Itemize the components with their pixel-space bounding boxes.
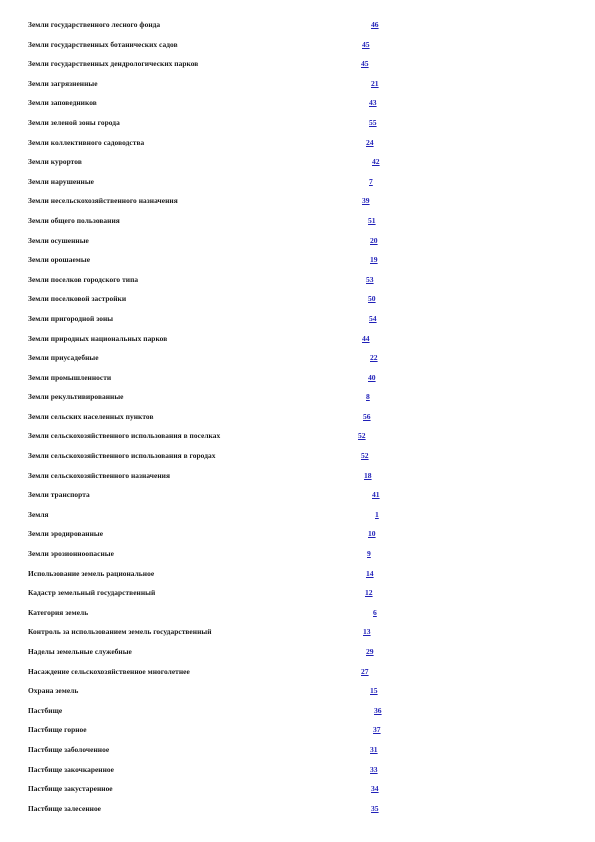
index-term: Земли государственных ботанических садов [28,39,178,49]
index-term: Земли коллективного садоводства [28,137,145,147]
index-entry [28,566,388,586]
index-term: Земли промышленности [28,372,112,382]
index-entry [28,664,388,684]
page-number-link[interactable]: 20 [370,235,378,245]
index-entry [28,252,388,272]
page-number-link[interactable]: 46 [371,20,379,29]
index-entry [28,624,388,644]
index-entry [28,605,388,625]
index-term: Земли поселков городского типа [28,274,139,284]
page-number-link[interactable]: 8 [366,392,370,402]
index-term: Земли природных национальных парков [28,333,168,343]
index-entry [28,350,388,370]
index-entry [28,762,388,782]
index-term: Пастбище закустаренное [28,784,113,794]
index-entry [28,507,388,527]
index-entry [28,546,388,566]
index-term: Земли зеленой зоны города [28,117,120,127]
index-entry [28,154,388,174]
page-number-link[interactable]: 33 [370,764,378,774]
page-number-link[interactable]: 10 [368,529,376,539]
page-number-link[interactable]: 40 [368,372,376,382]
index-term: Насаждение сельскохозяйственное многолетнее [28,666,190,676]
index-term: Земли пригородной зоны [28,313,114,323]
index-term: Земли заповедников [28,98,97,108]
index-entry [28,801,388,821]
index-term: Пастбище заболоченное [28,744,110,754]
index-entry [28,272,388,292]
page-number-link[interactable]: 21 [371,78,379,88]
page-number-link[interactable]: 15 [370,686,378,696]
index-entry [28,487,388,507]
page-number-link[interactable]: 37 [373,725,381,735]
index-term: Земля [28,509,49,519]
index-entry [28,409,388,429]
page-number-link[interactable]: 35 [371,803,379,813]
index-entry [28,213,388,233]
index-term: Земли орошаемые [28,255,91,265]
index-entry [28,233,388,253]
index-term: Кадастр земельный государственный [28,588,156,598]
page-number-link[interactable]: 12 [365,588,373,598]
page-number-link[interactable]: 55 [369,117,377,127]
index-entry [28,468,388,488]
page-number-link[interactable]: 27 [361,666,369,676]
index-entry [28,428,388,448]
index-entry [28,76,388,96]
index-term: Земли приусадебные [28,353,99,363]
index-term: Земли эрозионноопасные [28,549,114,559]
page-number-link[interactable]: 14 [366,568,374,578]
index-entry [28,526,388,546]
page-number-link[interactable]: 45 [361,59,369,69]
page-number-link[interactable]: 36 [374,705,382,715]
index-term: Земли поселковой застройки [28,294,127,304]
index-term: Земли сельскохозяйственного использования в городах [28,451,216,461]
index-entry [28,683,388,703]
index-entry [28,291,388,311]
page-number-link[interactable]: 19 [370,255,378,265]
index-term: Пастбище горное [28,725,87,735]
index-entry [28,370,388,390]
index-term: Земли сельскохозяйственного использования в поселках [28,431,221,441]
index-term: Земли рекультивированные [28,392,124,402]
index-entry [28,448,388,468]
index-term: Земли сельскохозяйственного назначения [28,470,171,480]
index-term: Наделы земельные служебные [28,647,132,656]
index-term: Земли загрязненные [28,78,98,88]
page-number-link[interactable]: 9 [367,549,371,559]
page-number-link[interactable]: 45 [362,39,370,49]
index-entry [28,781,388,801]
index-term: Пастбище залесенное [28,803,102,813]
page-number-link[interactable]: 1 [375,509,379,519]
page-number-link[interactable]: 52 [358,431,366,441]
index-term: Земли осушенные [28,235,89,245]
page-number-link[interactable]: 43 [369,98,377,108]
page-number-link[interactable]: 18 [364,470,372,480]
index-term: Земли государственного лесного фонда [28,20,161,29]
index-term: Контроль за использованием земель государственный [28,627,212,637]
page-number-link[interactable]: 29 [366,647,374,656]
index-term: Охрана земель [28,686,79,696]
page-number-link[interactable]: 42 [372,157,380,167]
page-number-link[interactable]: 7 [369,176,373,186]
index-term: Земли несельскохозяйственного назначения [28,196,178,206]
index-term: Категория земель [28,607,89,617]
index-term: Земли эродированные [28,529,104,539]
page-number-link[interactable]: 44 [362,333,370,343]
index-term: Земли общего пользования [28,215,120,225]
page-number-link[interactable]: 51 [368,215,376,225]
index-term: Земли государственных дендрологических парков [28,59,199,69]
index-entry [28,193,388,213]
index-entry [28,703,388,723]
index-term: Пастбище [28,705,63,715]
index-entry [28,95,388,115]
index-term: Земли транспорта [28,490,90,500]
page-number-link[interactable]: 22 [370,353,378,363]
index-entry [28,56,388,76]
page-number-link[interactable]: 24 [366,137,374,147]
index-entry [28,585,388,605]
page-number-link[interactable]: 34 [371,784,379,794]
index-term: Пастбище закочкаренное [28,764,114,774]
index-entry [28,174,388,194]
page-number-link[interactable]: 31 [370,744,378,754]
index-entry [28,644,388,664]
page-number-link[interactable]: 39 [362,196,370,206]
index-term: Земли курортов [28,157,82,167]
index-entry [28,135,388,155]
page-number-link[interactable]: 6 [373,607,377,617]
page-number-link[interactable]: 56 [363,411,371,421]
index-term: Земли сельских населенных пунктов [28,411,154,421]
index-entry [28,37,388,57]
index-entry [28,115,388,135]
page-number-link[interactable]: 41 [372,490,380,500]
page-number-link[interactable]: 50 [368,294,376,304]
index-entry [28,722,388,742]
page-number-link[interactable]: 13 [363,627,371,637]
index-term: Земли нарушенные [28,176,95,186]
index-entry [28,389,388,409]
page-number-link[interactable]: 53 [366,274,374,284]
page-number-link[interactable]: 52 [361,451,369,461]
index-entry [28,742,388,762]
index-entry [28,311,388,331]
subject-index-list [28,17,388,820]
page-number-link[interactable]: 54 [369,313,377,323]
index-entry [28,17,388,37]
index-entry [28,331,388,351]
index-term: Использование земель рациональное [28,568,155,578]
